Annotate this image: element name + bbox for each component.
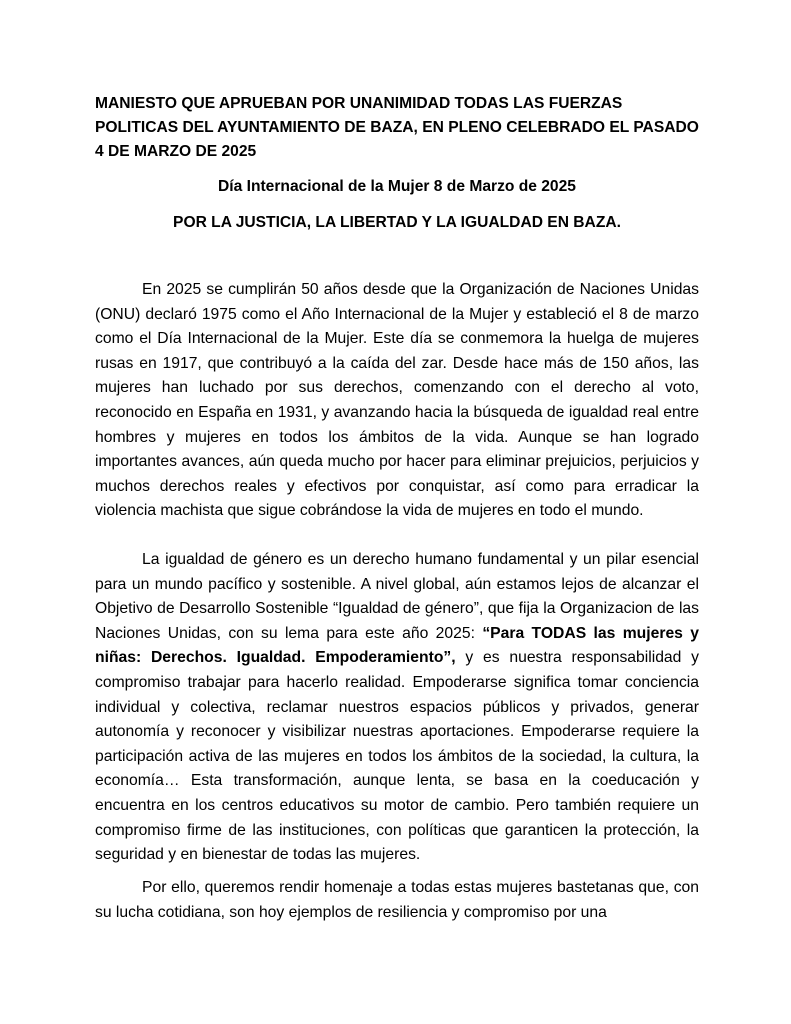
paragraph-2-start: La igualdad de género es un derecho humano fundamental y un pilar esencial para un mundo pacífico y sostenible. A nivel global, aún estamos lejos de alcanzar el Objetivo de Desarrollo Sostenible “Igualdad de género”, que fija la Organizacion de las Naciones Unidas, con su lema para este año 2025: <box>95 551 699 642</box>
paragraph-3: Por ello, queremos rendir homenaje a todas estas mujeres bastetanas que, con su lucha cotidiana, son hoy ejemplos de resiliencia y compromiso por una <box>95 879 699 921</box>
paragraph-2-end: y es nuestra responsabilidad y compromiso trabajar para hacerlo realidad. Empoderarse significa tomar conciencia individual y colectiva, reclamar nuestros espacios públicos y privados, generar autonomía y reconocer y visibilizar nuestras aportaciones. Empoderarse requiere la participación activa de las mujeres en todos los ámbitos de la sociedad, la cultura, la economía… Esta transformación, aunque lenta, se basa en la coeducación y encuentra en los centros educativos su motor de cambio. Pero también requiere un compromiso firme de las instituciones, con políticas que garanticen la protección, la seguridad y en bienestar de todas las mujeres. <box>95 649 700 864</box>
document-slogan: POR LA JUSTICIA, LA LIBERTAD Y LA IGUALDAD EN BAZA. <box>173 214 621 231</box>
document-subtitle: Día Internacional de la Mujer 8 de Marzo de 2025 <box>218 178 576 195</box>
paragraph-2-motto: “Para TODAS las mujeres y niñas: Derechos. Igualdad. Empoderamiento”, <box>95 624 699 667</box>
paragraph-1: En 2025 se cumplirán 50 años desde que la Organización de Naciones Unidas (ONU) declaró 1975 como el Año Internacional de la Mujer y estableció el 8 de marzo como el Día Internacional de la Mujer. Este día se conmemora la huelga de mujeres rusas en 1917, que contribuyó a la caída del zar. Desde hace más de 150 años, las mujeres han luchado por sus derechos, comenzando con el derecho al voto, reconocido en España en 1931, y avanzando hacia la búsqueda de igualdad real entre hombres y mujeres en todos los ámbitos de la vida. Aunque se han logrado importantes avances, aún queda mucho por hacer para eliminar prejuicios, perjuicios y muchos derechos reales y efectivos por conquistar, así como para erradicar la violencia machista que sigue cobrándose la vida de mujeres en todo el mundo. <box>95 281 699 520</box>
document-title: MANIESTO QUE APRUEBAN POR UNANIMIDAD TODAS LAS FUERZAS POLITICAS DEL AYUNTAMIENTO DE BAZA, EN PLENO CELEBRADO EL PASADO 4 DE MARZO DE 2025 <box>95 95 699 160</box>
paragraph-2 <box>95 548 699 868</box>
